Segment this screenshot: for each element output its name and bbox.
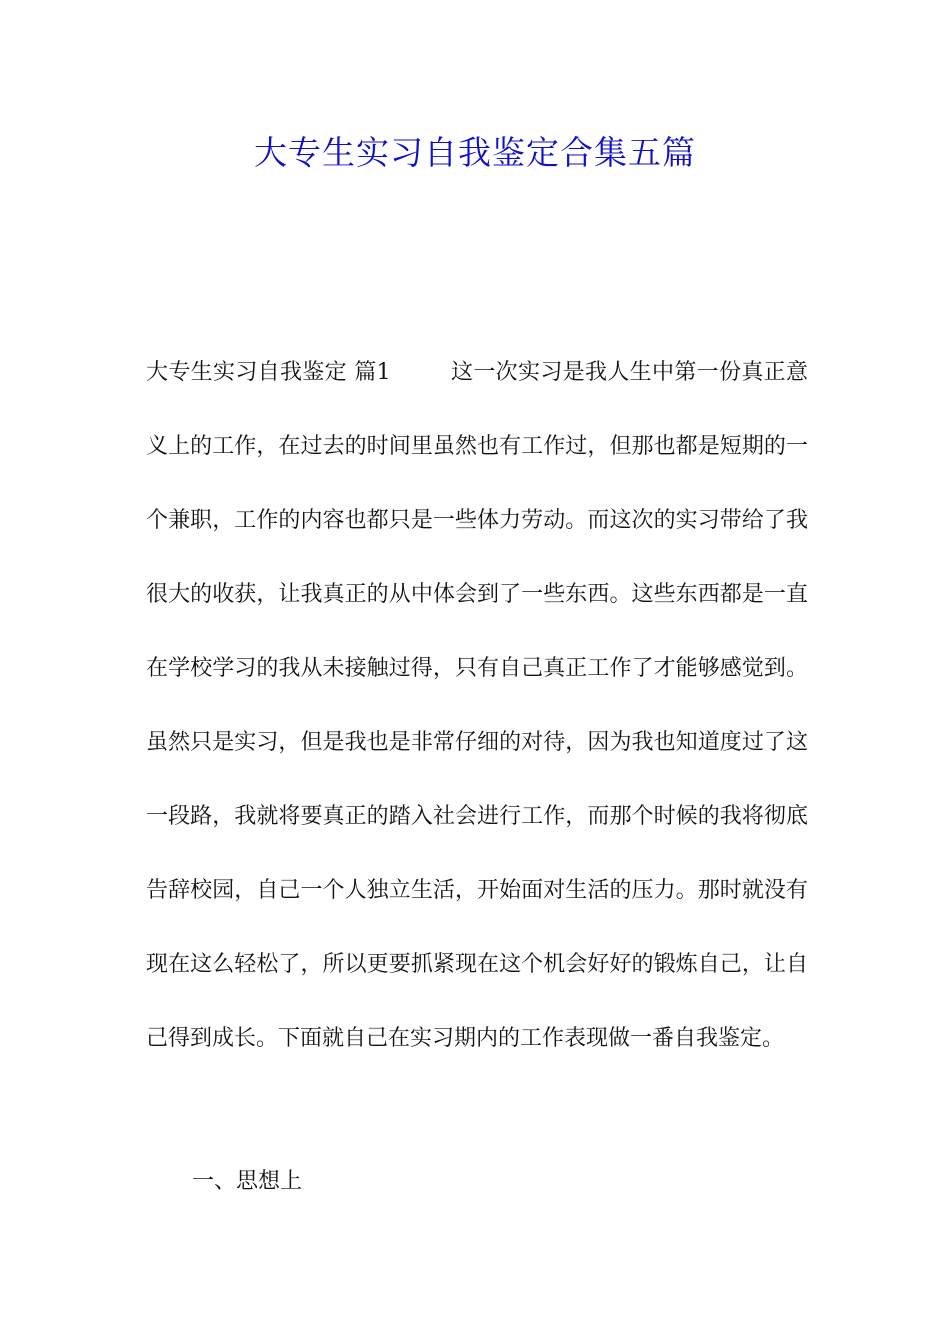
body-paragraph	[146, 336, 808, 1076]
paragraph-text: 这一次实习是我人生中第一份真正意义上的工作，在过去的时间里虽然也有工作过，但那也都是短期的一个兼职，工作的内容也都只是一些体力劳动。而这次的实习带给了我很大的收获，让我真正的从中体会到了一些东西。这些东西都是一直在学校学习的我从未接触过得，只有自己真正工作了才能够感觉到。虽然只是实习，但是我也是非常仔细的对待，因为我也知道度过了这一段路，我就将要真正的踏入社会进行工作，而那个时候的我将彻底告辞校园，自己一个人独立生活，开始面对生活的压力。那时就没有现在这么轻松了，所以更要抓紧现在这个机会好好的锻炼自己，让自己得到成长。下面就自己在实习期内的工作表现做一番自我鉴定。	[146, 360, 808, 1051]
section-heading: 一、思想上	[192, 1169, 303, 1194]
document-title: 大专生实习自我鉴定合集五篇	[254, 133, 696, 172]
article-heading: 大专生实习自我鉴定 篇1	[146, 360, 391, 385]
